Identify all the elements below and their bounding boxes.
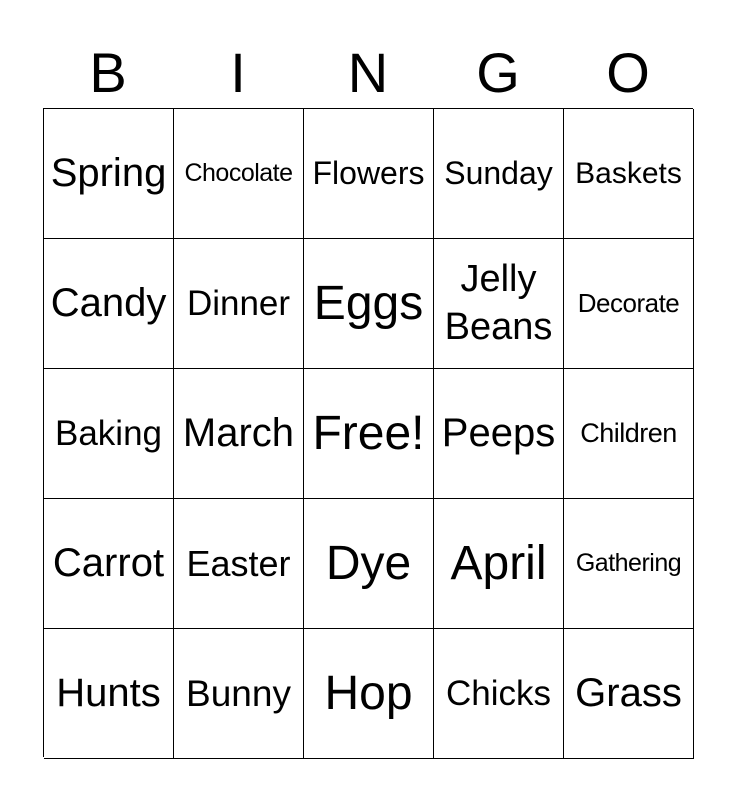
bingo-board	[43, 108, 693, 757]
bingo-cell[interactable]	[304, 369, 434, 499]
bingo-cell[interactable]	[44, 239, 174, 369]
bingo-cell[interactable]	[44, 629, 174, 759]
bingo-cell[interactable]	[564, 499, 694, 629]
header-letter-g: G	[476, 41, 520, 104]
cell-label: Gathering	[575, 549, 682, 577]
cell-label: March	[182, 411, 295, 455]
cell-label: Jelly Beans	[444, 258, 553, 348]
bingo-cell[interactable]	[564, 629, 694, 759]
cell-label: Chicks	[445, 673, 552, 713]
cell-label: Flowers	[312, 155, 425, 191]
bingo-cell[interactable]	[304, 239, 434, 369]
cell-label: Dye	[325, 537, 412, 590]
cell-label: Hop	[324, 667, 413, 720]
bingo-header	[43, 38, 693, 108]
cell-label: Free!	[312, 407, 425, 460]
bingo-cell[interactable]	[44, 369, 174, 499]
cell-label: Grass	[575, 671, 682, 715]
header-letter-b: B	[89, 41, 127, 104]
bingo-cell[interactable]	[174, 629, 304, 759]
bingo-cell[interactable]	[434, 369, 564, 499]
cell-label: Carrot	[52, 541, 165, 585]
cell-label: Eggs	[313, 277, 424, 330]
cell-label: Hunts	[56, 671, 161, 715]
header-letter-o: O	[606, 41, 650, 104]
bingo-cell[interactable]	[304, 499, 434, 629]
cell-label: Baking	[54, 413, 163, 453]
bingo-cell[interactable]	[564, 239, 694, 369]
header-letter-n: N	[347, 41, 389, 104]
cell-label: Chocolate	[184, 159, 293, 187]
cell-label: Easter	[186, 542, 291, 584]
cell-label: Spring	[50, 151, 167, 195]
bingo-cell[interactable]	[174, 239, 304, 369]
bingo-cell[interactable]	[44, 499, 174, 629]
bingo-cell[interactable]	[434, 499, 564, 629]
cell-label: Sunday	[444, 155, 553, 191]
cell-label: Dinner	[186, 283, 291, 323]
bingo-cell[interactable]	[434, 239, 564, 369]
cell-label: Children	[580, 418, 677, 448]
bingo-cell[interactable]	[174, 499, 304, 629]
bingo-cell[interactable]	[174, 109, 304, 239]
bingo-cell[interactable]	[174, 369, 304, 499]
bingo-cell[interactable]	[434, 629, 564, 759]
cell-label: Bunny	[186, 672, 291, 714]
cell-label: April	[450, 537, 547, 590]
bingo-cell[interactable]	[434, 109, 564, 239]
cell-label: Baskets	[575, 156, 682, 190]
cell-label: Peeps	[441, 411, 556, 455]
bingo-cell[interactable]	[44, 109, 174, 239]
bingo-cell[interactable]	[564, 109, 694, 239]
bingo-cell[interactable]	[304, 109, 434, 239]
cell-label: Candy	[50, 281, 167, 325]
bingo-cell[interactable]	[564, 369, 694, 499]
bingo-cell[interactable]	[304, 629, 434, 759]
cell-label: Decorate	[577, 288, 680, 318]
header-letter-i: I	[230, 41, 246, 104]
